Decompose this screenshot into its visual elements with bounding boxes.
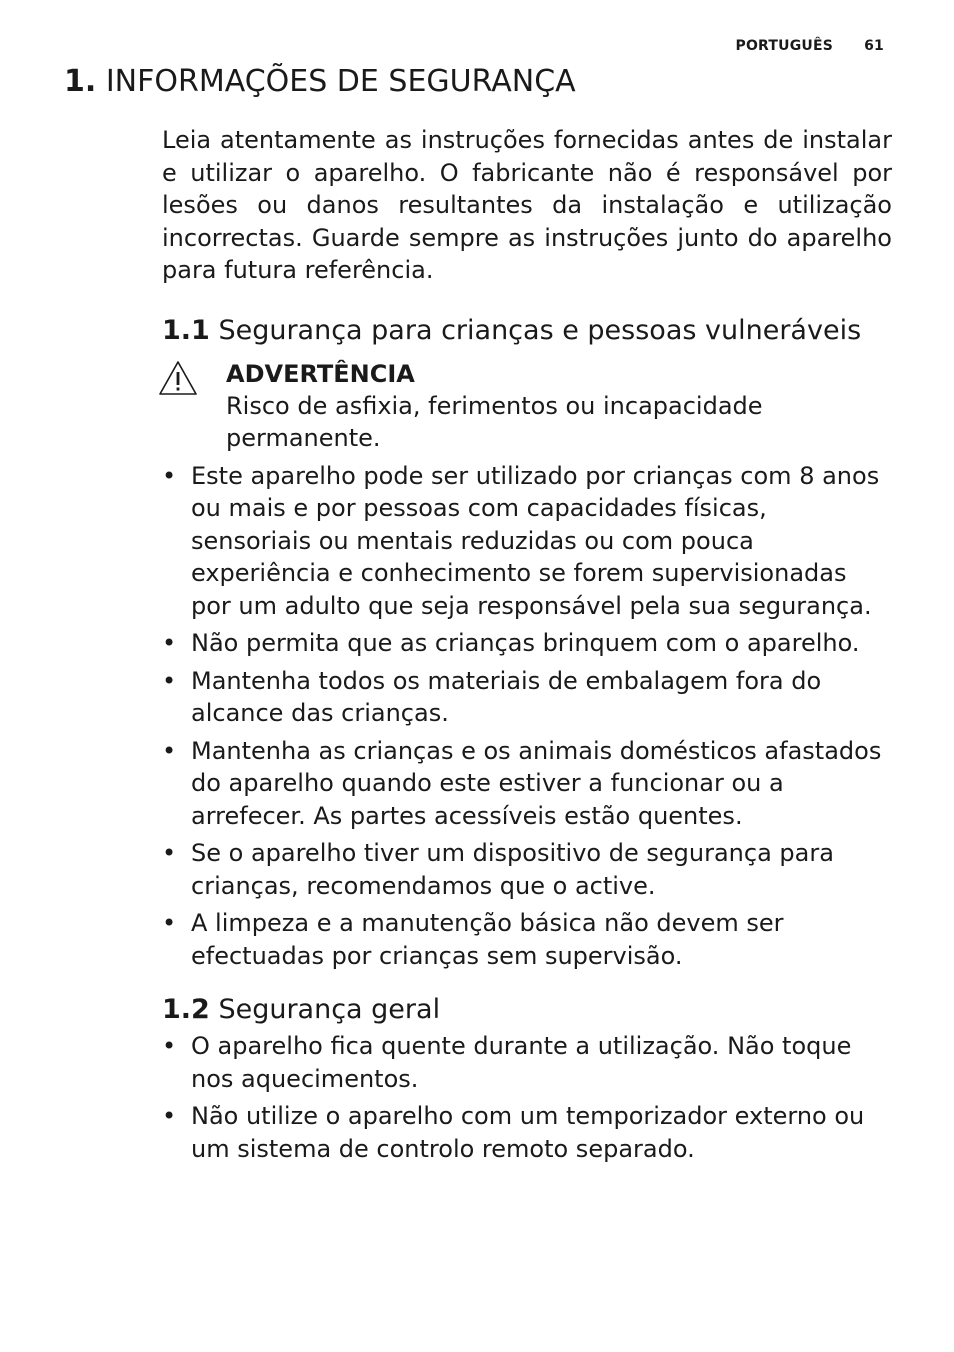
chapter-title xyxy=(64,64,576,99)
warning-triangle-icon xyxy=(158,360,198,396)
list-item-text: Se o aparelho tiver um dispositivo de segurança para crianças, recomendamos que o active. xyxy=(191,839,834,900)
list-item xyxy=(162,907,892,972)
section2-heading xyxy=(162,994,892,1025)
bullet-icon: • xyxy=(162,461,177,490)
list-item-text: A limpeza e a manutenção básica não devem ser efectuadas por crianças sem supervisão. xyxy=(191,909,784,970)
bullet-icon: • xyxy=(162,736,177,765)
list-item-text: Este aparelho pode ser utilizado por crianças com 8 anos ou mais e por pessoas com capacidades físicas, sensoriais ou mentais reduzidas ou com pouca experiência e conhecimento se forem supervisionadas por um adulto que seja responsável pela sua segurança. xyxy=(191,461,880,620)
list-item xyxy=(162,837,892,902)
list-item xyxy=(162,627,892,660)
list-item xyxy=(162,665,892,730)
bullet-icon: • xyxy=(162,909,177,937)
list-item xyxy=(162,735,892,833)
chapter-title-text: INFORMAÇÕES DE SEGURANÇA xyxy=(105,64,576,99)
section2-title: Segurança geral xyxy=(218,994,441,1025)
list-item-text: O aparelho fica quente durante a utilização. Não toque nos aquecimentos. xyxy=(191,1032,852,1093)
page-number: 61 xyxy=(864,38,884,54)
warning-title: ADVERTÊNCIA xyxy=(226,359,415,388)
list-item xyxy=(162,460,892,623)
section1-title: Segurança para crianças e pessoas vulneráveis xyxy=(218,314,862,346)
page-header xyxy=(735,38,884,54)
bullet-icon: • xyxy=(162,629,177,657)
section1-heading xyxy=(162,315,892,346)
section1-bullet-list xyxy=(162,460,892,973)
header-language: PORTUGUÊS xyxy=(735,38,834,54)
list-item-text: Não utilize o aparelho com um temporizador externo ou um sistema de controlo remoto separado. xyxy=(191,1102,865,1163)
list-item-text: Mantenha as crianças e os animais domésticos afastados do aparelho quando este estiver a funcionar ou a arrefecer. As partes acessíveis estão quentes. xyxy=(191,736,882,830)
chapter-number: 1. xyxy=(64,64,97,99)
section2-number: 1.2 xyxy=(162,994,210,1025)
bullet-icon: • xyxy=(162,1102,177,1130)
page-content xyxy=(162,124,892,1165)
section1-number: 1.1 xyxy=(162,314,210,346)
bullet-icon: • xyxy=(162,839,177,867)
list-item xyxy=(162,1030,892,1095)
section2-bullet-list xyxy=(162,1030,892,1165)
list-item xyxy=(162,1100,892,1165)
bullet-icon: • xyxy=(162,666,177,695)
list-item-text: Não permita que as crianças brinquem com o aparelho. xyxy=(191,629,860,657)
bullet-icon: • xyxy=(162,1032,177,1060)
warning-text: Risco de asfixia, ferimentos ou incapacidade permanente. xyxy=(226,391,763,452)
intro-paragraph: Leia atentamente as instruções fornecidas antes de instalar e utilizar o aparelho. O fabricante não é responsável por lesões ou danos resultantes da instalação e utilização incorrectas. Guarde sempre as instruções junto do aparelho para futura referência. xyxy=(162,126,892,284)
list-item-text: Mantenha todos os materiais de embalagem fora do alcance das crianças. xyxy=(191,666,822,727)
warning-box xyxy=(162,358,892,455)
